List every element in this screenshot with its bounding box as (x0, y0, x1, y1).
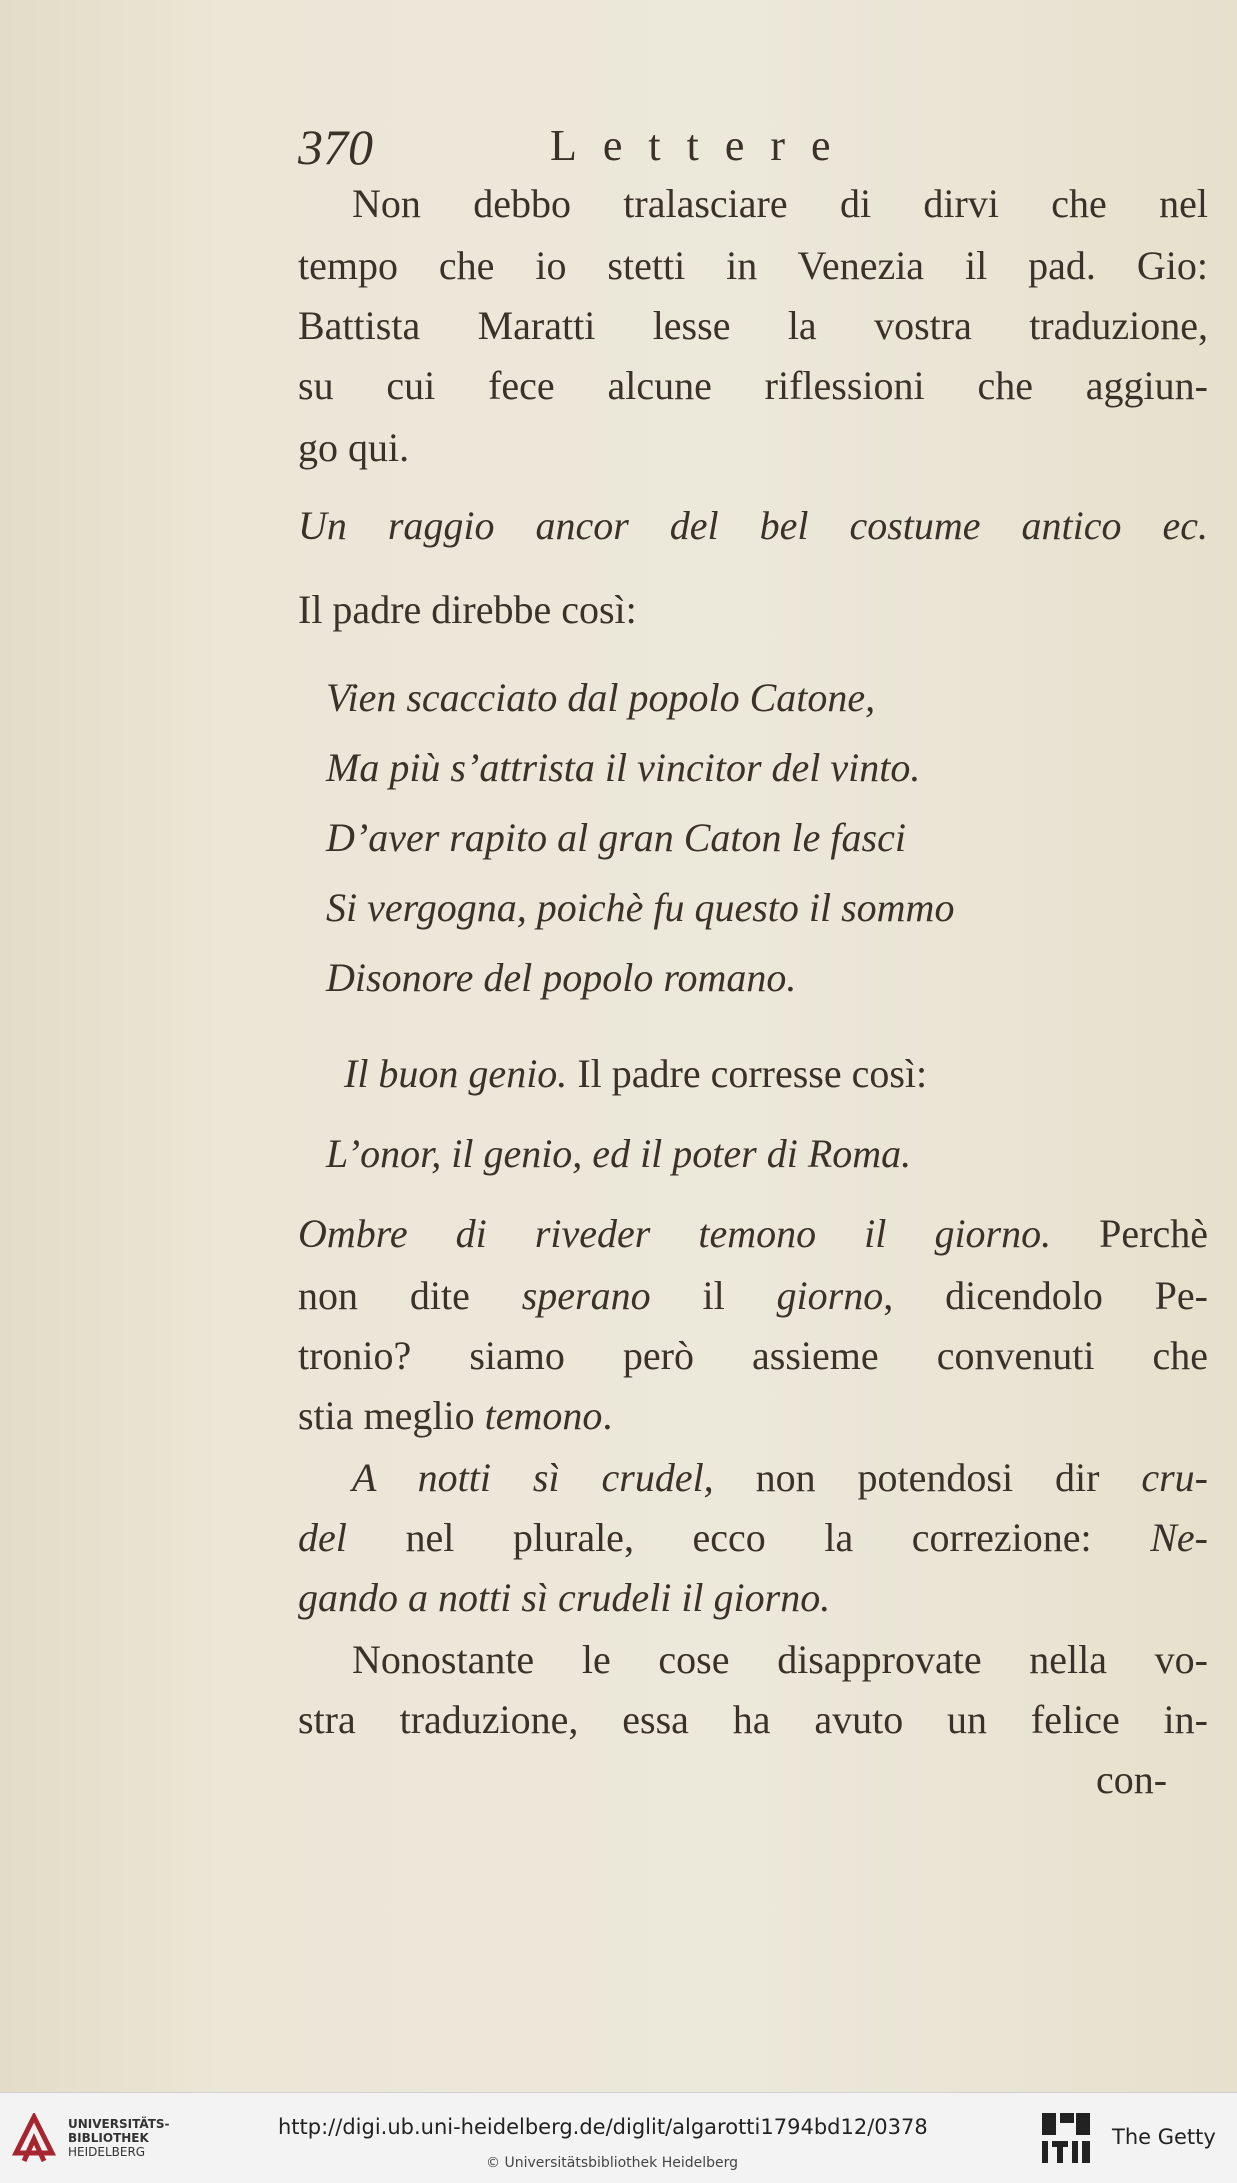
italic-phrase: del (298, 1515, 347, 1560)
italic-phrase: sperano (521, 1273, 651, 1318)
roman-phrase: Perchè (1051, 1211, 1208, 1256)
page-number: 370 (298, 119, 373, 175)
university-name-line: BIBLIOTHEK (68, 2131, 149, 2145)
verse-line: D’aver rapito al gran Caton le fasci (326, 815, 906, 860)
running-title: Lettere (550, 121, 857, 170)
text-line (352, 1455, 1208, 1500)
text-line: su cui fece alcune riflessioni che aggiun- (298, 363, 1208, 408)
text-line: Battista Maratti lesse la vostra traduzione, (298, 303, 1208, 348)
roman-phrase: non dite (298, 1273, 522, 1318)
text-line: Il padre direbbe così: (298, 587, 637, 632)
text-line (344, 1051, 928, 1096)
italic-phrase: Il buon genio. (344, 1051, 568, 1096)
text-line: Nonostante le cose disapprovate nella vo- (352, 1637, 1208, 1682)
text-line: tronio? siamo però assieme convenuti che (298, 1333, 1208, 1378)
university-name-line: UNIVERSITÄTS- (68, 2117, 170, 2131)
text-line: stra traduzione, essa ha avuto un felice in- (298, 1697, 1208, 1742)
page-header (298, 118, 958, 178)
text-line: gando a notti sì crudeli il giorno. (298, 1575, 831, 1620)
italic-phrase: cru- (1141, 1455, 1208, 1500)
roman-phrase: non potendosi dir (713, 1455, 1142, 1500)
roman-phrase: . (602, 1393, 613, 1438)
italic-phrase: temono (484, 1393, 603, 1438)
verse-line: Si vergogna, poichè fu questo il sommo (326, 885, 955, 930)
text-line (298, 1273, 1209, 1318)
italic-phrase: giorno (776, 1273, 884, 1318)
text-line (298, 1515, 1208, 1560)
university-name (68, 2117, 170, 2159)
getty-logo-icon (1040, 2111, 1092, 2165)
copyright-notice: © Universitätsbibliothek Heidelberg (486, 2155, 739, 2171)
permalink-url[interactable]: http://digi.ub.uni-heidelberg.de/diglit/algarotti1794bd12/0378 (278, 2115, 928, 2139)
verse-line: Ma più s’attrista il vincitor del vinto. (326, 745, 921, 790)
university-name-line: HEIDELBERG (68, 2145, 146, 2159)
verse-line: Vien scacciato dal popolo Catone, (326, 675, 876, 720)
roman-phrase: nel plurale, ecco la correzione: (346, 1515, 1151, 1560)
italic-phrase: Ombre di riveder temono il giorno. (298, 1211, 1052, 1256)
roman-phrase: il (650, 1273, 777, 1318)
quoted-verse: Un raggio ancor del bel costume antico ec. (298, 503, 1208, 548)
text-line: tempo che io stetti in Venezia il pad. Gio: (298, 243, 1208, 288)
italic-phrase: A notti sì crudel, (352, 1455, 714, 1500)
text-line (298, 1393, 613, 1438)
italic-phrase: Ne- (1150, 1515, 1208, 1560)
roman-phrase: stia meglio (298, 1393, 485, 1438)
verse-line: Disonore del popolo romano. (326, 955, 797, 1000)
text-line: Non debbo tralasciare di dirvi che nel (352, 181, 1208, 226)
text-line: go qui. (298, 425, 410, 470)
text-line (298, 1211, 1208, 1256)
roman-phrase: Il padre corresse così: (567, 1051, 928, 1096)
roman-phrase: , dicendolo Pe- (883, 1273, 1209, 1318)
viewer-footer (0, 2092, 1237, 2183)
verse-line: L’onor, il genio, ed il poter di Roma. (326, 1131, 912, 1176)
catchword: con- (1096, 1757, 1168, 1802)
university-logo-icon (12, 2113, 56, 2165)
getty-label: The Getty (1112, 2125, 1216, 2149)
